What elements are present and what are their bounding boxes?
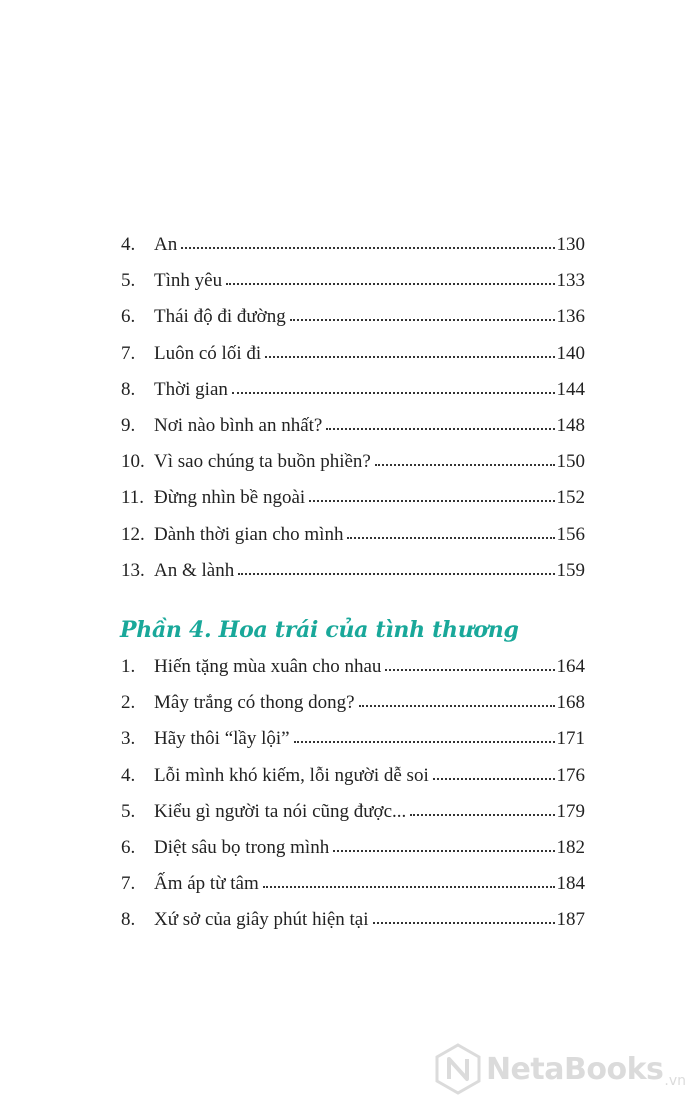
dot-leader — [410, 808, 554, 816]
entry-number: 7. — [121, 342, 136, 364]
entry-page: 187 — [556, 909, 585, 931]
toc-entry[interactable] — [121, 728, 585, 764]
entry-title: Xứ sở của giây phút hiện tại — [154, 909, 369, 931]
toc-entry[interactable] — [121, 524, 585, 560]
entry-page: 150 — [556, 451, 585, 473]
entry-number: 7. — [121, 873, 136, 895]
entry-number: 3. — [121, 728, 136, 750]
dot-leader — [326, 422, 554, 430]
entry-page: 184 — [556, 873, 585, 895]
dot-leader — [373, 916, 555, 924]
toc-entry[interactable] — [121, 909, 585, 945]
entry-page: 130 — [556, 234, 585, 255]
entry-number: 13. — [121, 559, 145, 581]
entry-title: Lỗi mình khó kiếm, lỗi người dễ soi — [154, 764, 429, 786]
dot-leader — [385, 663, 554, 671]
entry-title: Nơi nào bình an nhất? — [154, 414, 323, 436]
dot-leader — [181, 241, 554, 249]
entry-number: 1. — [121, 656, 136, 677]
dot-leader — [375, 458, 555, 466]
dot-leader — [359, 699, 555, 707]
toc-entry[interactable] — [121, 415, 585, 451]
entry-number: 4. — [121, 234, 136, 255]
toc-entry[interactable] — [121, 306, 585, 342]
toc-entry[interactable] — [121, 801, 585, 837]
entry-page: 168 — [556, 692, 585, 714]
netabooks-logo-icon — [434, 1043, 482, 1095]
section-heading: Phần 4. Hoa trái của tình thương — [120, 617, 519, 643]
entry-page: 171 — [556, 728, 585, 750]
entry-number: 6. — [121, 306, 136, 328]
toc-entry[interactable] — [121, 560, 585, 596]
entry-title: Mây trắng có thong dong? — [154, 692, 355, 714]
dot-leader — [333, 844, 554, 852]
entry-page: 164 — [556, 656, 585, 677]
entry-title: Dành thời gian cho mình — [154, 523, 344, 545]
entry-title: Tình yêu — [154, 270, 223, 292]
dot-leader — [265, 350, 554, 358]
entry-page: 136 — [556, 306, 585, 328]
entry-page: 179 — [556, 800, 585, 822]
entry-number: 2. — [121, 692, 136, 714]
entry-number: 8. — [121, 378, 136, 400]
entry-title: Thời gian — [154, 378, 228, 400]
entry-number: 11. — [121, 487, 145, 509]
entry-number: 12. — [121, 523, 145, 545]
netabooks-watermark — [434, 1043, 686, 1095]
dot-leader — [294, 735, 555, 743]
entry-page: 148 — [556, 414, 585, 436]
watermark-brand: NetaBooks — [485, 1051, 664, 1087]
entry-title: Hiến tặng mùa xuân cho nhau — [154, 656, 382, 677]
entry-page: 152 — [556, 487, 585, 509]
entry-page: 140 — [556, 342, 585, 364]
dot-leader — [238, 567, 554, 575]
dot-leader — [226, 277, 554, 285]
watermark-suffix: .vn — [664, 1073, 686, 1089]
entry-number: 5. — [121, 800, 136, 822]
entry-title: An & lành — [154, 559, 235, 581]
toc-entry[interactable] — [121, 270, 585, 306]
toc-part4-list — [121, 656, 585, 946]
entry-page: 156 — [556, 523, 585, 545]
entry-title: An — [154, 234, 178, 255]
dot-leader — [263, 880, 555, 888]
dot-leader — [232, 386, 555, 394]
entry-number: 8. — [121, 909, 136, 931]
entry-number: 6. — [121, 836, 136, 858]
entry-title: Luôn có lối đi — [154, 342, 262, 364]
entry-title: Diệt sâu bọ trong mình — [154, 836, 330, 858]
toc-entry[interactable] — [121, 379, 585, 415]
entry-title: Đừng nhìn bề ngoài — [154, 487, 306, 509]
entry-page: 176 — [556, 764, 585, 786]
toc-entry[interactable] — [121, 343, 585, 379]
toc-entry[interactable] — [121, 765, 585, 801]
toc-entry[interactable] — [121, 873, 585, 909]
entry-number: 5. — [121, 270, 136, 292]
entry-title: Kiểu gì người ta nói cũng được... — [154, 800, 407, 822]
entry-number: 10. — [121, 451, 145, 473]
entry-page: 159 — [556, 559, 585, 581]
entry-title: Ấm áp từ tâm — [154, 873, 259, 895]
entry-number: 9. — [121, 414, 136, 436]
toc-part3-list — [121, 234, 585, 596]
dot-leader — [290, 313, 555, 321]
toc-entry[interactable] — [121, 234, 585, 270]
entry-page: 182 — [556, 836, 585, 858]
dot-leader — [309, 494, 554, 502]
toc-entry[interactable] — [121, 656, 585, 692]
toc-entry[interactable] — [121, 837, 585, 873]
entry-title: Thái độ đi đường — [154, 306, 286, 328]
toc-entry[interactable] — [121, 451, 585, 487]
toc-entry[interactable] — [121, 487, 585, 523]
entry-page: 133 — [556, 270, 585, 292]
dot-leader — [433, 772, 555, 780]
dot-leader — [347, 531, 554, 539]
entry-title: Vì sao chúng ta buồn phiền? — [154, 451, 371, 473]
entry-page: 144 — [556, 378, 585, 400]
toc-entry[interactable] — [121, 692, 585, 728]
entry-number: 4. — [121, 764, 136, 786]
entry-title: Hãy thôi “lầy lội” — [154, 728, 290, 750]
